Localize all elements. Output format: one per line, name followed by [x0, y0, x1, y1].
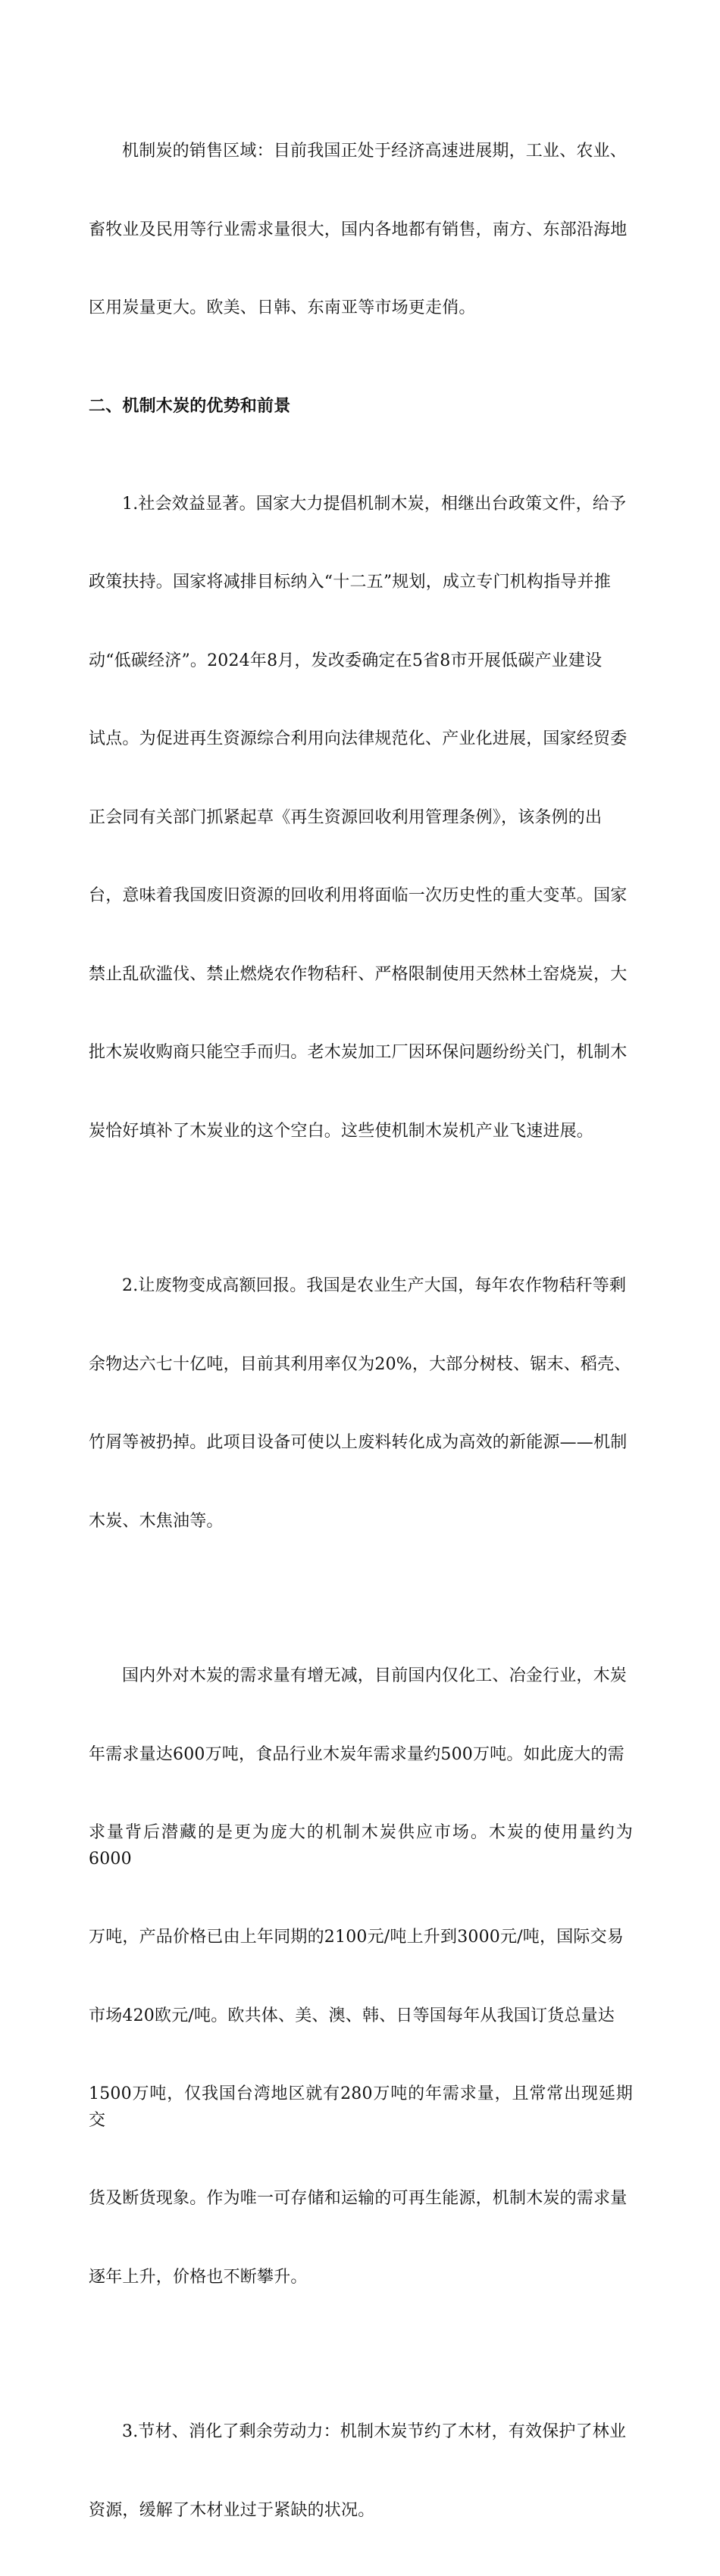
paragraph-market-demand — [89, 1611, 633, 2343]
paragraph-line: 逐年上升，价格也不断攀升。 — [89, 2267, 308, 2287]
line-text: 1.社会效益显著。国家大力提倡机制木炭，相继出台政策文件，给予 — [122, 494, 627, 514]
spacer — [89, 420, 633, 439]
paragraph-line — [89, 139, 633, 165]
paragraph-line: 1500万吨，仅我国台湾地区就有280万吨的年需求量，且常常出现延期交 — [89, 2084, 633, 2130]
paragraph-line: 禁止乱砍滥伐、禁止燃烧农作物秸秆、严格限制使用天然林土窑烧炭，大 — [89, 964, 628, 984]
paragraph-line: 木炭、木焦油等。 — [89, 1511, 224, 1531]
paragraph-line: 正会同有关部门抓紧起草《再生资源回收利用管理条例》，该条例的出 — [89, 807, 603, 827]
line-text: 2.让废物变成高额回报。我国是农业生产大国，每年农作物秸秆等剩 — [122, 1276, 627, 1295]
paragraph-line: 炭恰好填补了木炭业的这个空白。这些使机制木炭机产业飞速进展。 — [89, 1121, 594, 1141]
paragraph-line: 区用炭量更大。欧美、日韩、东南亚等市场更走俏。 — [89, 298, 476, 317]
paragraph-line: 货及断货现象。作为唯一可存储和运输的可再生能源，机制木炭的需求量 — [89, 2189, 628, 2208]
line-text: 国内外对木炭的需求量有增无减，目前国内仅化工、冶金行业，木炭 — [122, 1666, 628, 1685]
paragraph-save-materials — [89, 2367, 633, 2576]
paragraph-line — [89, 1663, 633, 1690]
paragraph-line: 批木炭收购商只能空手而归。老木炭加工厂因环保问题纷纷关门，机制木 — [89, 1043, 628, 1062]
document-body — [89, 86, 633, 2576]
paragraph-line — [89, 2419, 633, 2446]
paragraph-line: 台，意味着我国废旧资源的回收利用将面临一次历史性的重大变革。国家 — [89, 886, 628, 905]
spacer — [89, 1197, 633, 1221]
line-text: 机制炭的销售区域：目前我国正处于经济高速进展期，工业、农业、 — [122, 142, 628, 161]
paragraph-line: 资源，缓解了木材业过于紧缺的状况。 — [89, 2500, 375, 2520]
paragraph-line — [89, 1273, 633, 1300]
paragraph-line: 试点。为促进再生资源综合利用向法律规范化、产业化进展，国家经贸委 — [89, 729, 628, 748]
paragraph-line: 畜牧业及民用等行业需求量很大，国内各地都有销售，南方、东部沿海地 — [89, 220, 628, 239]
paragraph-waste-to-return — [89, 1221, 633, 1587]
paragraph-line: 年需求量达600万吨，食品行业木炭年需求量约500万吨。如此庞大的需 — [89, 1744, 625, 1764]
paragraph-line: 政策扶持。国家将减排目标纳入“十二五”规划，成立专门机构指导并推 — [89, 573, 611, 592]
paragraph-sales-region — [89, 86, 633, 374]
spacer — [89, 374, 633, 394]
line-text: 3.节材、消化了剩余劳动力：机制木炭节约了木材，有效保护了林业 — [122, 2422, 627, 2441]
paragraph-line: 市场420欧元/吨。欧共体、美、澳、韩、日等国每年从我国订货总量达 — [89, 2006, 615, 2025]
paragraph-line: 余物达六七十亿吨，目前其利用率仅为20%，大部分树枝、锯末、稻壳、 — [89, 1354, 631, 1374]
paragraph-line — [89, 492, 633, 518]
paragraph-social-benefit — [89, 439, 633, 1197]
paragraph-line: 求量背后潜藏的是更为庞大的机制木炭供应市场。木炭的使用量约为6000 — [89, 1823, 633, 1869]
paragraph-line: 万吨，产品价格已由上年同期的2100元/吨上升到3000元/吨，国际交易 — [89, 1928, 625, 1947]
spacer — [89, 1587, 633, 1611]
spacer — [89, 2343, 633, 2367]
paragraph-line: 竹屑等被扔掉。此项目设备可使以上废料转化成为高效的新能源——机制 — [89, 1433, 628, 1452]
section-heading: 二、机制木炭的优势和前景 — [89, 396, 291, 416]
paragraph-line: 动“低碳经济”。2024年8月，发改委确定在5省8市开展低碳产业建设 — [89, 651, 603, 670]
